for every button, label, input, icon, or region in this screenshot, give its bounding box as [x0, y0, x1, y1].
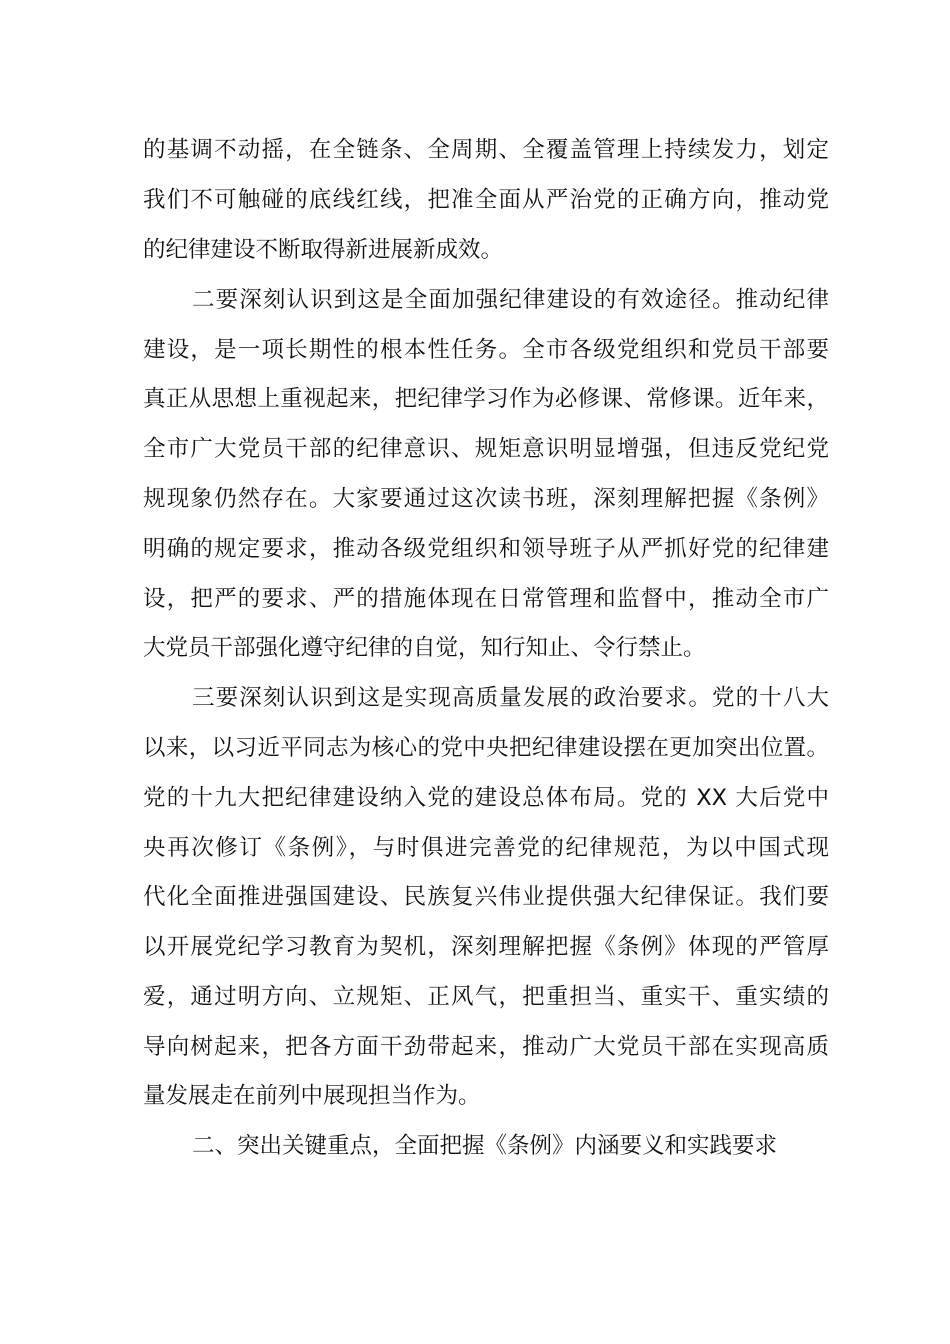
paragraph-line: 代化全面推进强国建设、民族复兴伟业提供强大纪律保证。我们要: [143, 884, 829, 910]
paragraph-line: 以来，以习近平同志为核心的党中央把纪律建设摆在更加突出位置。: [143, 735, 829, 761]
paragraph-line: 全市广大党员干部的纪律意识、规矩意识明显增强，但违反党纪党: [143, 436, 829, 462]
paragraph-line: 党的十九大把纪律建设纳入党的建设总体布局。党的 XX 大后党中: [143, 785, 829, 811]
paragraph-line: 以开展党纪学习教育为契机，深刻理解把握《条例》体现的严管厚: [143, 934, 829, 960]
paragraph-line: 的纪律建设不断取得新进展新成效。: [143, 237, 504, 263]
paragraph-line: 央再次修订《条例》，与时俱进完善党的纪律规范，为以中国式现: [143, 835, 829, 861]
paragraph-line: 量发展走在前列中展现担当作为。: [143, 1083, 481, 1109]
paragraph-line: 明确的规定要求，推动各级党组织和领导班子从严抓好党的纪律建: [143, 536, 829, 562]
paragraph-line: 规现象仍然存在。大家要通过这次读书班，深刻理解把握《条例》: [143, 486, 829, 512]
paragraph-line: 的基调不动摇，在全链条、全周期、全覆盖管理上持续发力，划定: [143, 137, 829, 163]
paragraph-line: 导向树起来，把各方面干劲带起来，推动广大党员干部在实现高质: [143, 1034, 829, 1060]
paragraph-line: 大党员干部强化遵守纪律的自觉，知行知止、令行禁止。: [143, 635, 706, 661]
paragraph-line: 二要深刻认识到这是全面加强纪律建设的有效途径。推动纪律: [192, 287, 829, 313]
paragraph-line: 三要深刻认识到这是实现高质量发展的政治要求。党的十八大: [192, 685, 829, 711]
section-heading: 二、突出关键重点，全面把握《条例》内涵要义和实践要求: [192, 1133, 778, 1159]
paragraph-line: 设，把严的要求、严的措施体现在日常管理和监督中，推动全市广: [143, 586, 829, 612]
paragraph-line: 建设，是一项长期性的根本性任务。全市各级党组织和党员干部要: [143, 337, 829, 363]
paragraph-line: 真正从思想上重视起来，把纪律学习作为必修课、常修课。近年来，: [143, 386, 829, 412]
paragraph-line: 我们不可触碰的底线红线，把准全面从严治党的正确方向，推动党: [143, 187, 829, 213]
paragraph-line: 爱，通过明方向、立规矩、正风气，把重担当、重实干、重实绩的: [143, 984, 829, 1010]
